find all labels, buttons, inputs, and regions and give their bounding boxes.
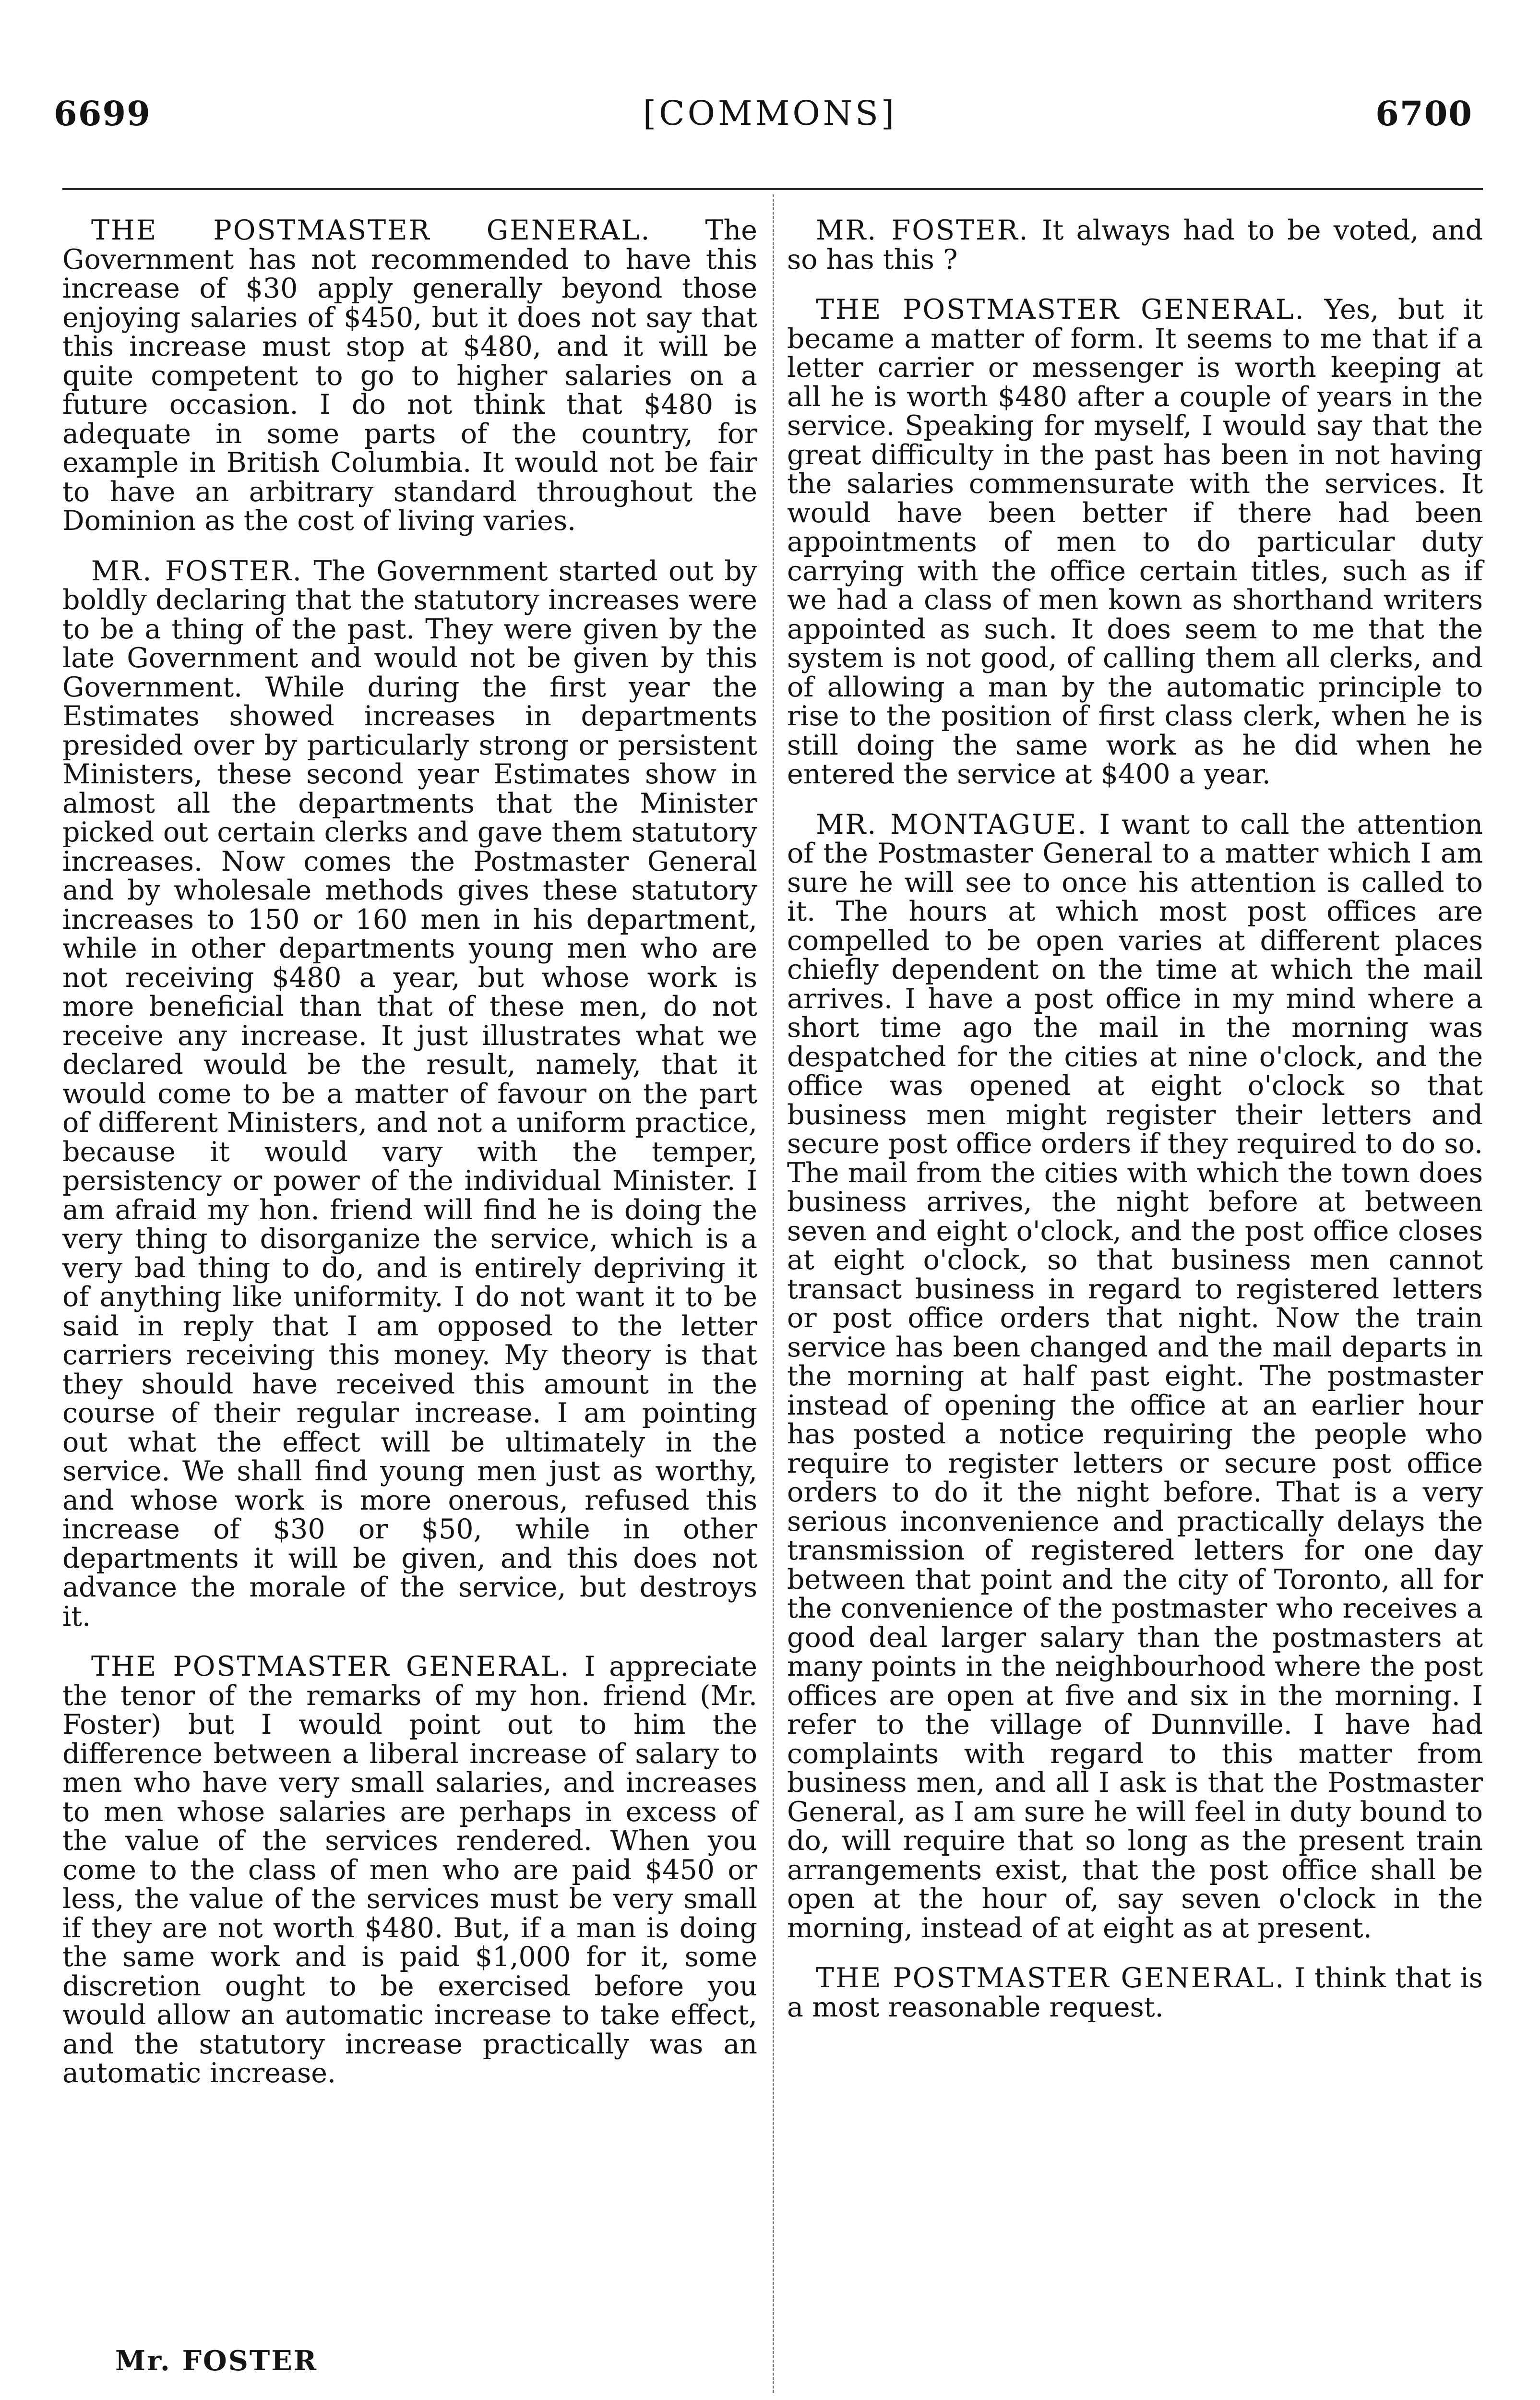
left-column: [62, 216, 757, 2109]
page-header: [0, 94, 1540, 156]
paragraph: [787, 216, 1483, 274]
header-rule: [62, 188, 1483, 190]
paragraph: [787, 1964, 1483, 2022]
column-divider: [773, 194, 774, 2393]
speech-text: I want to call the attention of the Postmaster General to a matter which I am sure he will see to once his attention is called to it. The hours at which most post offices are compelled to be open varies at different places chiefly dependent on the time at which the mail arrives. I have a post office in my mind where a short time ago the mail in the morning was despatched for the cities at nine o'clock, and the office was opened at eight o'clock so that business men might register their letters and secure post office orders if they required to do so. The mail from the cities with which the town does business arrives, the night before at between seven and eight o'clock, and the post office closes at eight o'clock, so that business men cannot transact business in regard to registered letters or post office orders that night. Now the train service has been changed and the mail departs in the morning at half past eight. The postmaster instead of opening the office at an earlier hour has posted a notice requiring the people who require to register letters or secure post office orders to do it the night before. That is a very serious inconvenience and practically delays the transmission of registered letters for one day between that point and the city of Toronto, all for the convenience of the postmaster who receives a good deal larger salary than the postmasters at many points in the neighbourhood where the post offices are open at five and six in the morning. I refer to the village of Dunnville. I have had complaints with regard to this matter from business men, and all I ask is that the Postmaster General, as I am sure he will feel in duty bound to do, will require that so long as the present train arrangements exist, that the post office shall be open at the hour of, say seven o'clock in the morning, instead of at eight as at present.: [787, 808, 1483, 1944]
speech-text: It always had to be voted, and so has this ?: [787, 215, 1483, 276]
paragraph: [62, 557, 757, 1632]
speech-text: I appreciate the tenor of the remarks of my hon. friend (Mr. Foster) but I would point out to him the difference between a liberal increase of salary to men who have very small salaries, and increases to men whose salaries are perhaps in excess of the value of the services rendered. When you come to the class of men who are paid $450 or less, the value of the services must be very small if they are not worth $480. But, if a man is doing the same work and is paid $1,000 for it, some discretion ought to be exercised before you would allow an automatic increase to take effect, and the statutory increase practically was an automatic increase.: [62, 1651, 757, 2089]
speaker-name: MR. FOSTER.: [816, 215, 1029, 246]
right-column: [787, 216, 1483, 2043]
speaker-name: THE POSTMASTER GENERAL.: [816, 1962, 1286, 1994]
speech-text: The Government started out by boldly declaring that the statutory increases were to be a thing of the past. They were given by the late Government and would not be given by this Government. While during the first year the Estimates showed increases in departments presided over by particularly strong or persistent Ministers, these second year Estimates show in almost all the departments that the Minister picked out certain clerks and gave them statutory increases. Now comes the Postmaster General and by wholesale methods gives these statutory increases to 150 or 160 men in his department, while in other departments young men who are not receiving $480 a year, but whose work is more beneficial than that of these men, do not receive any increase. It just illustrates what we declared would be the result, namely, that it would come to be a matter of favour on the part of different Ministers, and not a uniform practice, because it would vary with the temper, persistency or power of the individual Minister. I am afraid my hon. friend will find he is doing the very thing to disorganize the service, which is a very bad thing to do, and is entirely depriving it of anything like uniformity. I do not want it to be said in reply that I am opposed to the letter carriers receiving this money. My theory is that they should have received this amount in the course of their regular increase. I am pointing out what the effect will be ultimately in the service. We shall find young men just as worthy, and whose work is more onerous, refused this increase of $30 or $50, while in other departments it will be given, and this does not advance the morale of the service, but destroys it.: [62, 555, 757, 1632]
paragraph: [62, 216, 757, 536]
page-number-left: 6699: [54, 94, 151, 133]
speaker-name: THE POSTMASTER GENERAL.: [91, 1651, 571, 1682]
speaker-name: MR. MONTAGUE.: [816, 808, 1088, 840]
speaker-name: THE POSTMASTER GENERAL.: [91, 215, 651, 246]
speech-text: The Government has not recommended to have this increase of $30 apply generally beyond those enjoying salaries of $450, but it does not say that this increase must stop at $480, and it will be quite competent to go to higher salaries on a future occasion. I do not think that $480 is adequate in some parts of the country, for example in British Columbia. It would not be fair to have an arbitrary standard throughout the Dominion as the cost of living varies.: [62, 215, 757, 537]
speaker-name: MR. FOSTER.: [91, 555, 303, 587]
paragraph: [787, 810, 1483, 1943]
speech-text: Yes, but it became a matter of form. It seems to me that if a letter carrier or messenger is worth keeping at all he is worth $480 after a couple of years in the service. Speaking for myself, I would say that the great difficulty in the past has been in not having the salaries commensurate with the services. It would have been better if there had been appointments of men to do particular duty carrying with the office certain titles, such as if we had a class of men kown as shorthand writers appointed as such. It does seem to me that the system is not good, of calling them all clerks, and of allowing a man by the automatic principle to rise to the position of first class clerk, when he is still doing the same work as he did when he entered the service at $400 a year.: [787, 294, 1483, 790]
paragraph: [62, 1652, 757, 2088]
page-number-right: 6700: [1375, 94, 1473, 133]
speaker-name: THE POSTMASTER GENERAL.: [816, 294, 1305, 325]
speech-text: I think that is a most reasonable request.: [787, 1962, 1483, 2023]
page-title: [COMMONS]: [643, 94, 897, 133]
paragraph: [787, 295, 1483, 789]
running-footer: Mr. FOSTER: [115, 2345, 318, 2377]
